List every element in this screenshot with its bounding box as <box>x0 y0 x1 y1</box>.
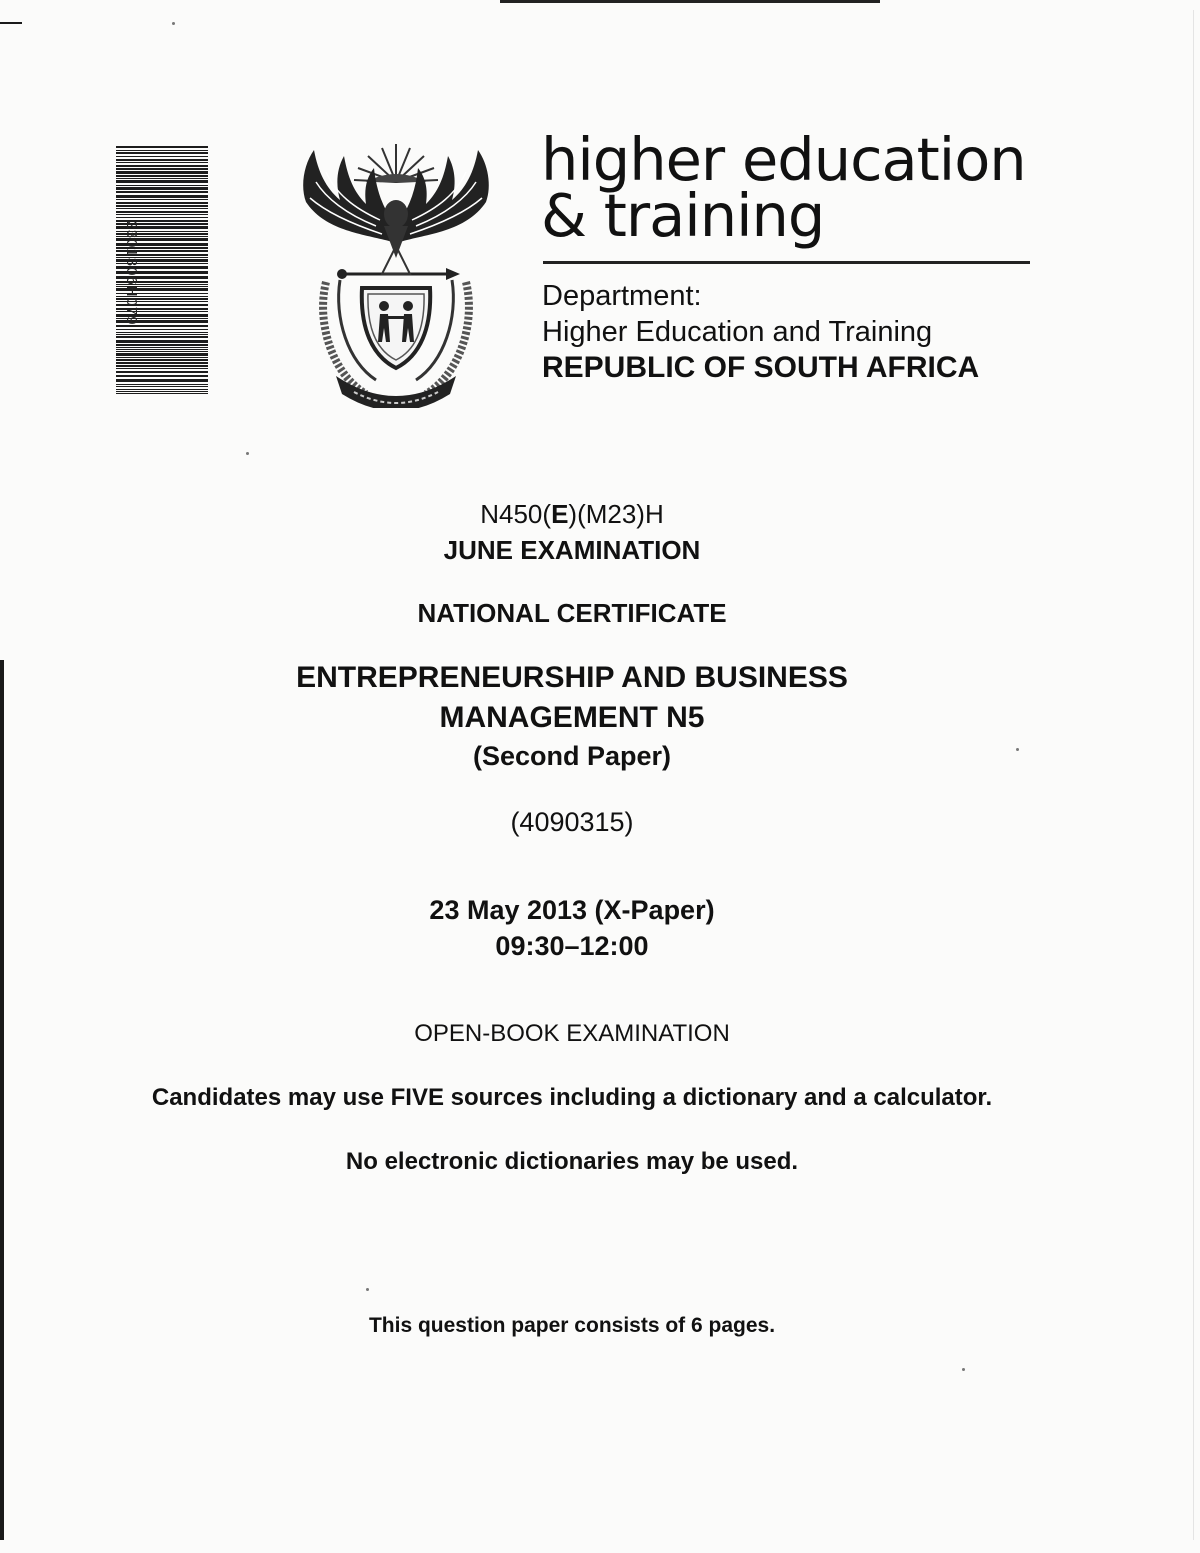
exam-session: JUNE EXAMINATION <box>443 535 701 565</box>
barcode-bar <box>116 178 208 179</box>
barcode-bar <box>116 379 208 382</box>
subject-title <box>72 658 1072 738</box>
sources-instruction: Candidates may use FIVE sources including a dictionary and a calculator. <box>151 1084 993 1111</box>
department-name: Higher Education and Training <box>542 316 933 348</box>
code-suffix: )(M23)H <box>568 499 664 529</box>
barcode-bar <box>116 152 208 154</box>
barcode-bar <box>116 365 208 367</box>
barcode-bar <box>116 180 208 183</box>
barcode-number: 2301306H079 <box>123 220 140 326</box>
scan-edge-mark <box>0 22 22 24</box>
barcode-bar <box>116 191 208 193</box>
barcode-bar <box>116 351 208 352</box>
barcode-bar <box>116 384 208 385</box>
paper-code-line <box>72 496 1072 532</box>
barcode-bar <box>116 168 208 170</box>
page-count-note: This question paper consists of 6 pages. <box>368 1314 776 1337</box>
scan-speck <box>366 1288 369 1291</box>
barcode-bar <box>116 185 208 186</box>
code-prefix: N450( <box>480 499 552 529</box>
barcode-bar <box>116 146 208 148</box>
barcode-bar <box>116 353 208 356</box>
department-label: Department: <box>542 280 702 312</box>
barcode-bar <box>116 156 208 157</box>
subject-line-1: ENTREPRENEURSHIP AND BUSINESS <box>296 661 848 694</box>
scan-speck <box>1016 748 1019 751</box>
barcode-bar <box>116 393 208 394</box>
barcode-bar <box>116 386 208 387</box>
barcode-bar <box>116 371 208 373</box>
barcode-bar <box>116 362 208 364</box>
wordmark-line-2: & training <box>541 181 825 250</box>
barcode-bar <box>116 389 208 390</box>
scan-speck <box>246 452 249 455</box>
exam-date: 23 May 2013 (X-Paper) <box>429 895 715 925</box>
scan-top-edge <box>500 0 880 3</box>
barcode-bar <box>116 165 208 167</box>
barcode-bar <box>116 162 208 163</box>
scan-right-edge <box>1193 10 1194 1540</box>
wordmark-line-1: higher education <box>541 125 1026 194</box>
paper-number: (Second Paper) <box>472 741 672 771</box>
barcode-bar <box>116 349 208 350</box>
country-name: REPUBLIC OF SOUTH AFRICA <box>542 351 980 384</box>
department-wordmark <box>541 125 1041 250</box>
coat-of-arms-icon <box>296 142 496 408</box>
no-electronic-instruction: No electronic dictionaries may be used. <box>345 1148 799 1175</box>
barcode-bar <box>116 175 208 177</box>
subject-code: (4090315) <box>510 807 634 837</box>
department-block <box>542 278 1062 386</box>
barcode-bar <box>116 171 208 174</box>
barcode-bar <box>116 359 208 361</box>
scan-edge-shadow <box>0 660 4 1540</box>
barcode-bar <box>116 357 208 358</box>
code-language: E <box>551 499 569 529</box>
scan-speck <box>962 1368 965 1371</box>
exam-time: 09:30–12:00 <box>495 931 649 961</box>
subject-line-2: MANAGEMENT N5 <box>439 701 705 734</box>
barcode-bar <box>116 368 208 369</box>
barcode-bar <box>116 391 208 392</box>
barcode-bar <box>116 375 208 377</box>
wordmark-divider <box>543 261 1030 264</box>
barcode-bar <box>116 159 208 161</box>
barcode-bar <box>116 187 208 190</box>
certificate-title: NATIONAL CERTIFICATE <box>417 598 727 628</box>
open-book-notice: OPEN-BOOK EXAMINATION <box>414 1020 730 1047</box>
barcode-bar <box>116 150 208 151</box>
scan-speck <box>172 22 175 25</box>
